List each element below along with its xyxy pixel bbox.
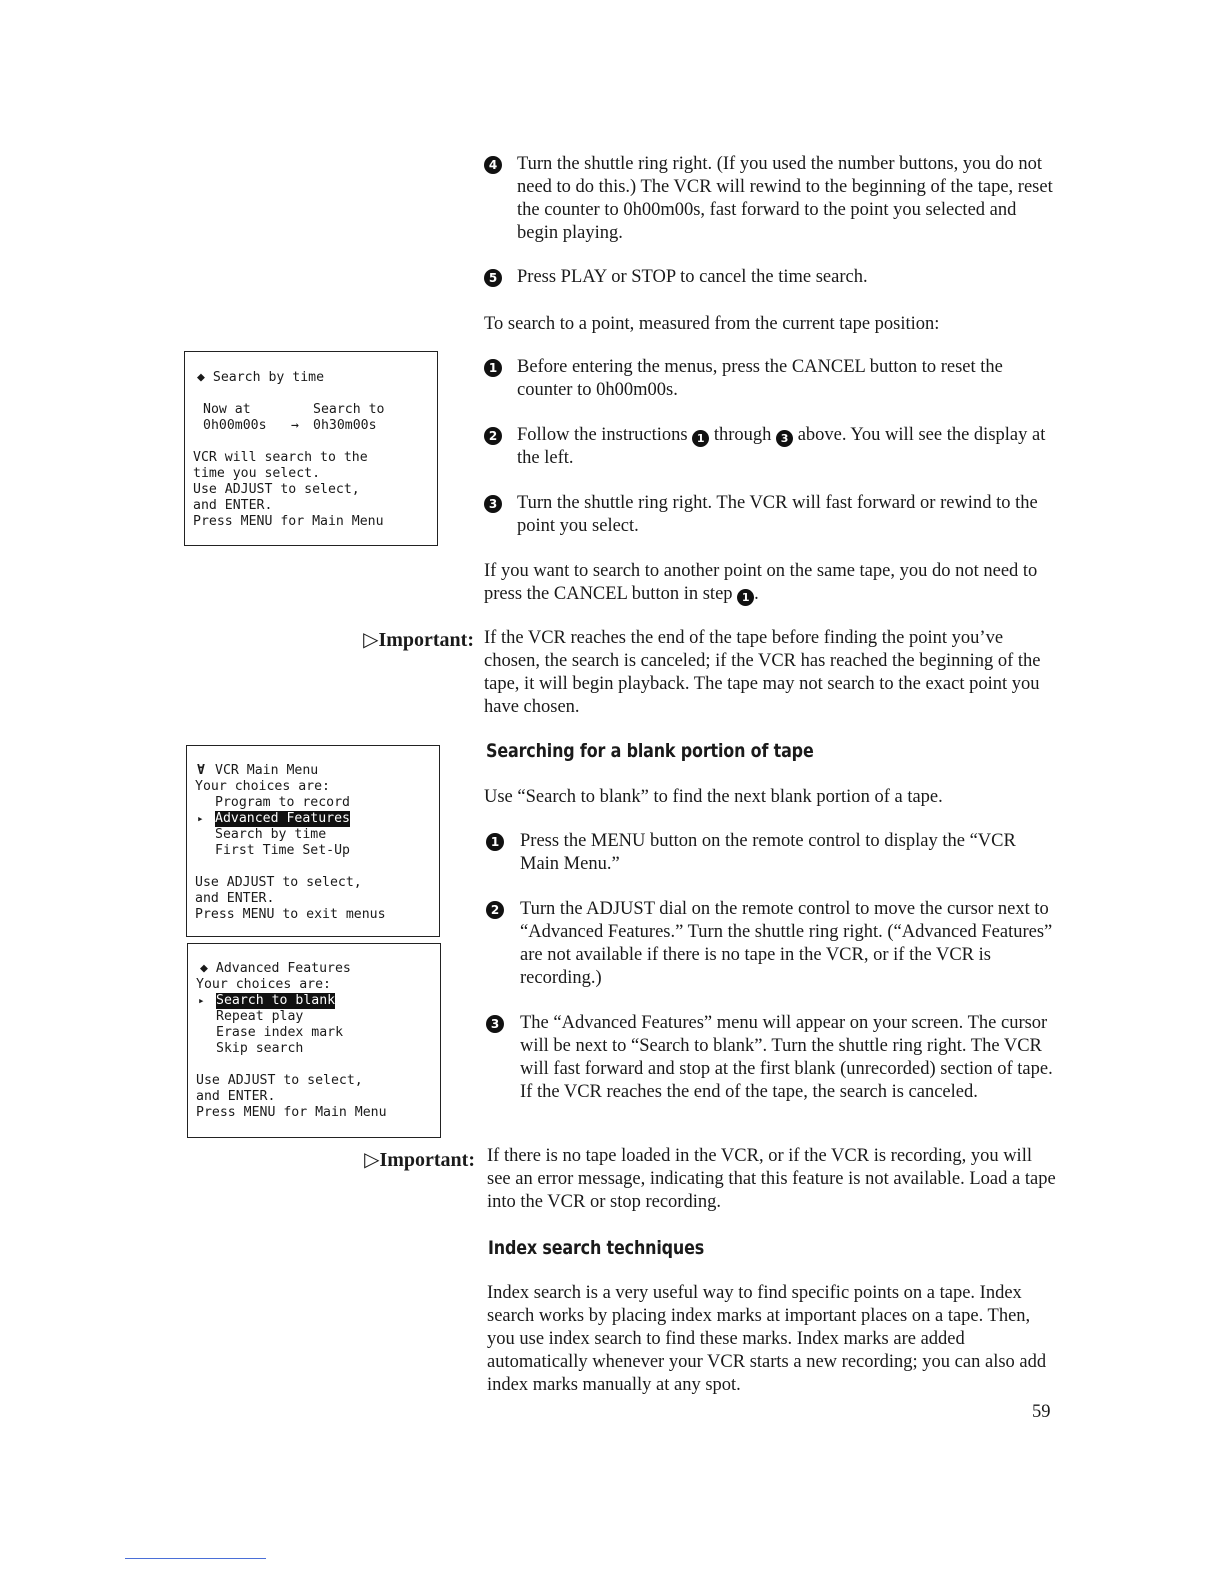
step-number-badge: 3 (484, 495, 502, 513)
step-text: Turn the shuttle ring right. The VCR will fast forward or rewind to the point you select. (517, 493, 1038, 536)
menu-item-selected: Search to blank (216, 993, 336, 1008)
step-text-pre: Follow the instructions (517, 425, 688, 445)
step-reference-badge: 1 (692, 430, 709, 447)
step-text: The “Advanced Features” menu will appear on your screen. The cursor will be next to “Search to blank”. Turn the shuttle ring right. The VCR will fast forward and stop at the first blank (unrecorded) section of tape. If the VCR reaches the end of the tape, the search is canceled. (520, 1013, 1053, 1102)
current-step-2 (484, 424, 1059, 472)
menu-item: Search by time (215, 827, 327, 842)
step-reference-badge: 3 (776, 430, 793, 447)
blank-step-3 (484, 1012, 1059, 1127)
screen-line: and ENTER. (195, 891, 275, 906)
blank-intro: Use “Search to blank” to find the next blank portion of a tape. (484, 787, 943, 807)
step-number-badge: 2 (486, 901, 504, 919)
menu-item: Erase index mark (216, 1025, 344, 1040)
step-text: Before entering the menus, press the CANCEL button to reset the counter to 0h00m00s. (517, 357, 1003, 400)
important-text: If there is no tape loaded in the VCR, or if the VCR is recording, you will see an error message, indicating that this feature is not available. Load a tape into the VCR or stop recording. (487, 1146, 1056, 1212)
screen-line: Press MENU to exit menus (195, 907, 386, 922)
screen-subtitle: Your choices are: (196, 977, 331, 992)
note-text-end: . (754, 584, 759, 604)
step-5 (484, 266, 1059, 290)
arrow-right-icon: → (291, 418, 299, 433)
screen-line: and ENTER. (193, 498, 273, 513)
screen-line: Use ADJUST to select, (193, 482, 360, 497)
step-text-mid: through (713, 425, 772, 445)
target-time: 0h30m00s (313, 418, 377, 433)
footer-rule (125, 1558, 266, 1559)
step-text (517, 424, 1059, 470)
blank-step-1 (484, 830, 1059, 878)
step-text: Turn the ADJUST dial on the remote control to move the cursor next to “Advanced Features.” Turn the shuttle ring right. (“Advanced Features” are not available if there is no tape in the VCR, or if the VCR is recording.) (520, 899, 1053, 988)
screen-line: and ENTER. (196, 1089, 276, 1104)
step-number-badge: 2 (484, 427, 502, 445)
search-by-time-screen (184, 351, 438, 546)
cursor-icon: ▸ (198, 994, 205, 1007)
section-heading: Index search techniques (488, 1237, 705, 1259)
important-label: ▷Important: (364, 1149, 475, 1171)
page-number: 59 (1032, 1402, 1051, 1422)
current-step-3 (484, 492, 1059, 540)
step-number-badge: 5 (484, 269, 502, 287)
menu-item: Repeat play (216, 1009, 304, 1024)
screen-line: Press MENU for Main Menu (196, 1105, 387, 1120)
antenna-icon: Ɐ (197, 763, 205, 778)
now-at-label: Now at (203, 402, 251, 417)
step-text-post: above. You will see the display at the left. (517, 425, 1046, 468)
search-to-label: Search to (313, 402, 385, 417)
note-text: If you want to search to another point on the same tape, you do not need to press the CANCEL button in step (484, 561, 1038, 604)
important-text: If the VCR reaches the end of the tape before finding the point you’ve chosen, the search is canceled; if the VCR has reached the beginning of the tape, it will begin playback. The tape may not search to the exact point you have chosen. (484, 628, 1041, 717)
screen-line: Use ADJUST to select, (195, 875, 362, 890)
same-tape-note (484, 560, 1059, 606)
screen-title: ◆ Advanced Features (200, 961, 351, 976)
menu-item: Skip search (216, 1041, 304, 1056)
step-text: Turn the shuttle ring right. (If you used the number buttons, you do not need to do this.) The VCR will rewind to the beginning of the tape, reset the counter to 0h00m00s, fast forward to the point you selected and begin playing. (517, 154, 1053, 243)
screen-title: VCR Main Menu (215, 763, 319, 778)
screen-line: Use ADJUST to select, (196, 1073, 363, 1088)
step-number-badge: 3 (486, 1015, 504, 1033)
vcr-main-menu-screen (186, 745, 440, 937)
blank-step-2 (484, 898, 1059, 993)
menu-item: First Time Set-Up (215, 843, 350, 858)
current-time: 0h00m00s (203, 418, 267, 433)
screen-subtitle: Your choices are: (195, 779, 330, 794)
important-label: ▷Important: (363, 629, 474, 651)
step-number-badge: 1 (484, 359, 502, 377)
step-number-badge: 1 (486, 833, 504, 851)
step-text: Press the MENU button on the remote control to display the “VCR Main Menu.” (520, 831, 1016, 874)
section-heading: Searching for a blank portion of tape (486, 740, 814, 762)
menu-item: Program to record (215, 795, 350, 810)
advanced-features-screen (187, 943, 441, 1138)
step-4 (484, 153, 1059, 248)
current-position-intro: To search to a point, measured from the current tape position: (484, 314, 940, 334)
index-text: Index search is a very useful way to find specific points on a tape. Index search works by placing index marks at important places on a tape. Then, you use index search to find these marks. Index marks are added automatically whenever your VCR starts a new recording; you can also add index marks manually at any spot. (487, 1283, 1047, 1395)
screen-line: VCR will search to the (193, 450, 368, 465)
screen-line: Press MENU for Main Menu (193, 514, 384, 529)
current-step-1 (484, 356, 1059, 404)
cursor-icon: ▸ (197, 812, 204, 825)
step-reference-badge: 1 (737, 589, 754, 606)
step-text: Press PLAY or STOP to cancel the time search. (517, 267, 868, 287)
screen-line: time you select. (193, 466, 321, 481)
screen-title: ◆ Search by time (197, 370, 325, 385)
menu-item-selected: Advanced Features (215, 811, 350, 826)
step-number-badge: 4 (484, 156, 502, 174)
